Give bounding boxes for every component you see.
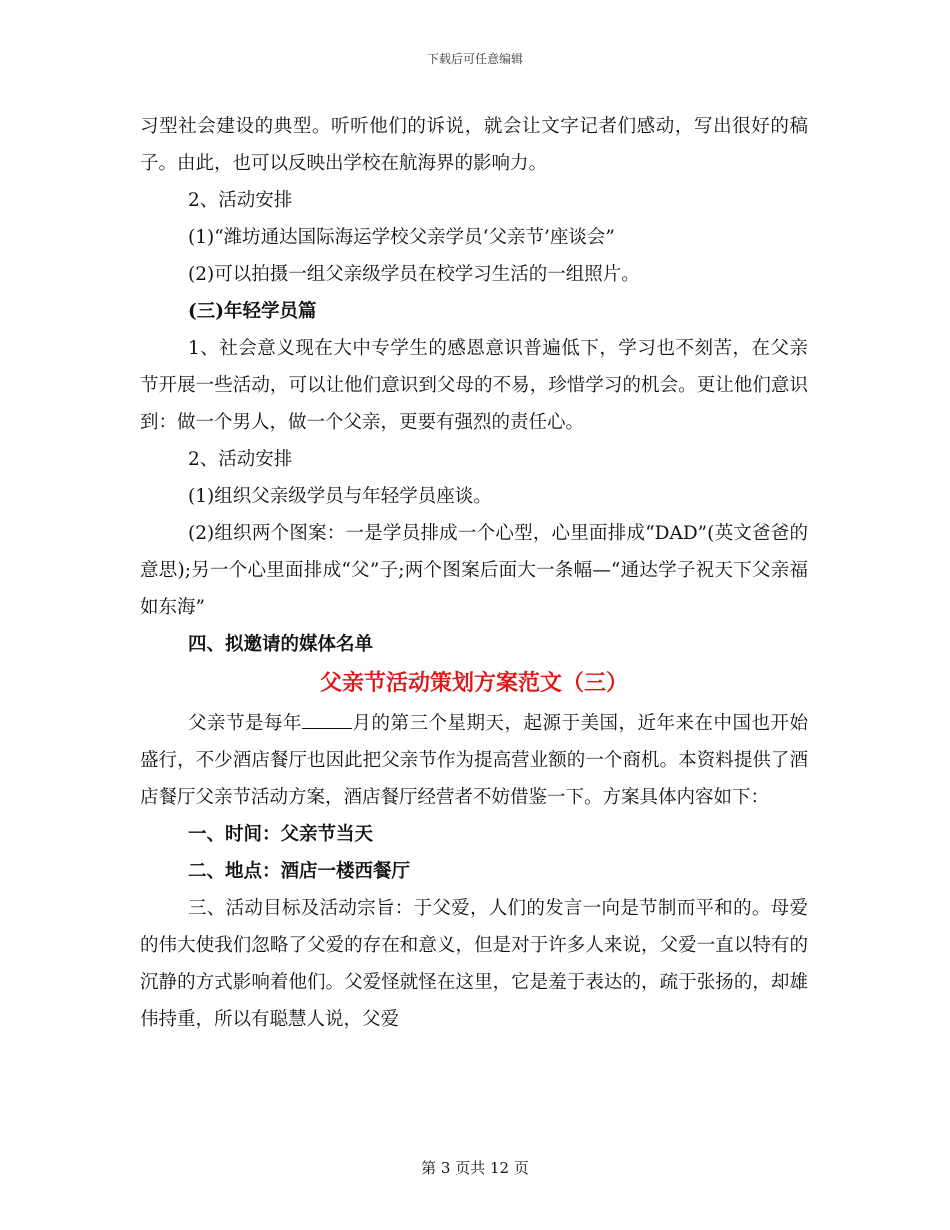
list-item: (1)“潍坊通达国际海运学校父亲学员‘父亲节’座谈会” [188, 227, 615, 248]
paragraph [140, 705, 808, 816]
list-item: (2)组织两个图案：一是学员排成一个心型，心里面排成“DAD”(英文爸爸的意思);另一个心里面排成“父”子;两个图案后面大一条幅—“通达学子祝天下父亲福如东海” [140, 523, 808, 618]
document-title: 父亲节活动策划方案范文（三） [319, 671, 628, 696]
list-item: (1)组织父亲级学员与年轻学员座谈。 [188, 486, 492, 507]
paragraph-text: 父亲节是每年 [188, 713, 302, 734]
list-item: (2)可以拍摄一组父亲级学员在校学习生活的一组照片。 [188, 264, 640, 285]
page-footer: 第 3 页共 12 页 [421, 1159, 529, 1177]
page-header: 下载后可任意编辑 [426, 52, 523, 66]
section-heading: 四、拟邀请的媒体名单 [188, 634, 374, 655]
fill-blank [302, 708, 352, 729]
paragraph: 三、活动目标及活动宗旨：于父爱，人们的发言一向是节制而平和的。母爱的伟大使我们忽略了父爱的存在和意义，但是对于许多人来说，父爱一直以特有的沉静的方式影响着他们。父爱怪就怪在这里，它是羞于表达的，疏于张扬的，却雄伟持重，所以有聪慧人说，父爱 [140, 898, 808, 1030]
paragraph: 1、社会意义现在大中专学生的感恩意识普遍低下，学习也不刻苦，在父亲节开展一些活动，可以让他们意识到父母的不易，珍惜学习的机会。更让他们意识到：做一个男人，做一个父亲，更要有强烈的责任心。 [140, 338, 808, 433]
paragraph: 习型社会建设的典型。听听他们的诉说，就会让文字记者们感动，写出很好的稿子。由此，也可以反映出学校在航海界的影响力。 [140, 116, 808, 174]
section-heading: 二、地点：酒店一楼西餐厅 [188, 861, 411, 882]
section-heading: (三)年轻学员篇 [188, 301, 317, 322]
section-heading: 2、活动安排 [188, 190, 293, 211]
paragraph-text: 月的第三个星期天，起源于美国，近年来在中国也开始盛行，不少酒店餐厅也因此把父亲节作为提高营业额的一个商机。本资料提供了酒店餐厅父亲节活动方案，酒店餐厅经营者不妨借鉴一下。方案具体内容如下： [140, 713, 808, 808]
section-heading: 2、活动安排 [188, 449, 293, 470]
section-heading: 一、时间：父亲节当天 [188, 824, 374, 845]
document-body [140, 108, 808, 1038]
